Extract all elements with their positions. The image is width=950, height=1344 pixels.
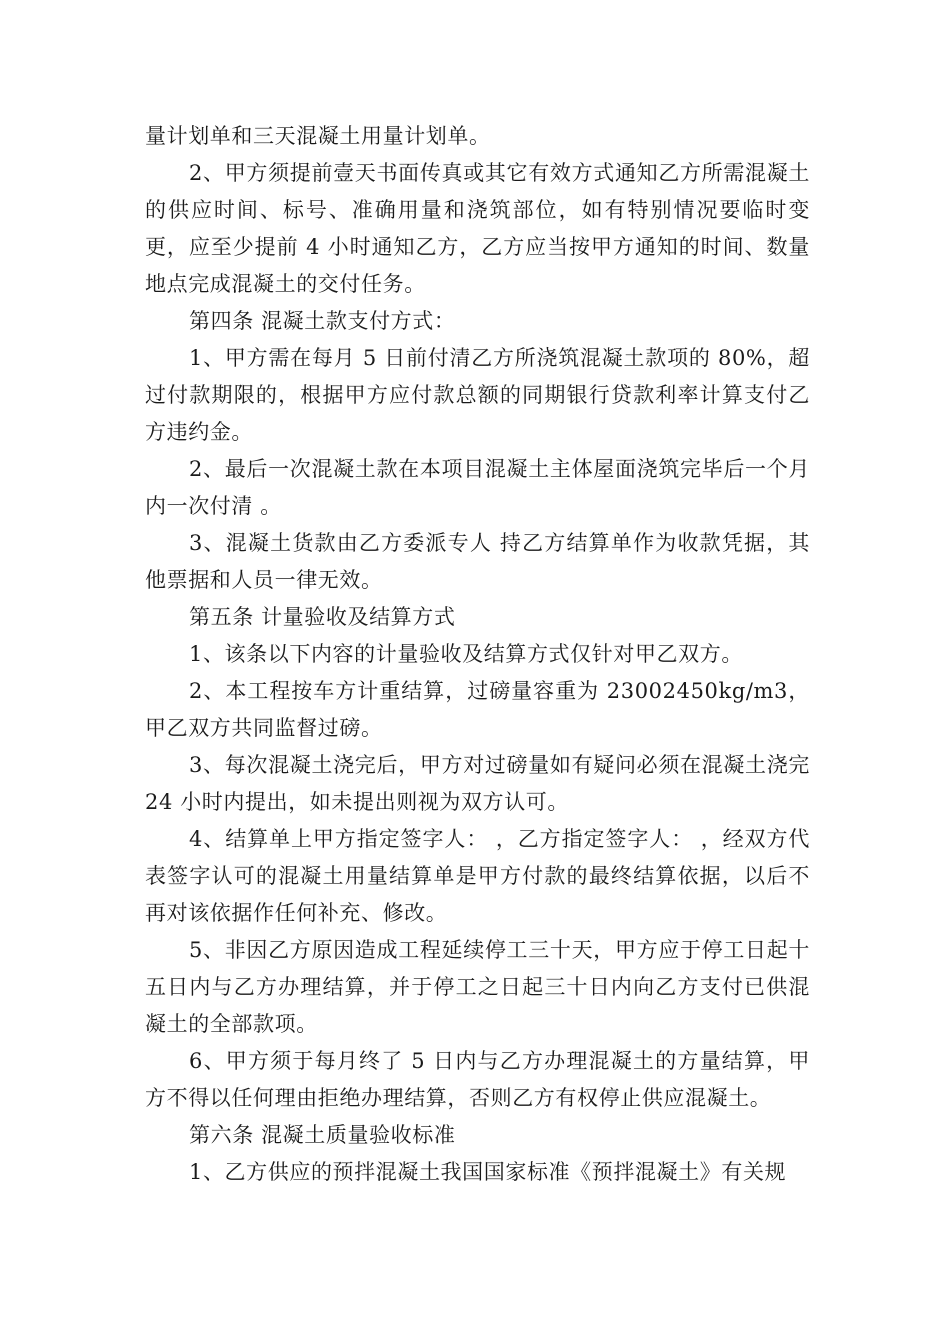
paragraph-12: 5、非因乙方原因造成工程延续停工三十天，甲方应于停工日起十五日内与乙方办理结算，并于停工之日起三十日内向乙方支付已供混凝土的全部款项。 — [145, 938, 810, 1036]
article-6-heading: 第六条 混凝土质量验收标准 — [189, 1123, 456, 1147]
paragraph-5: 2、最后一次混凝土款在本项目混凝土主体屋面浇筑完毕后一个月内一次付清 。 — [145, 457, 810, 518]
document-body — [145, 118, 810, 1191]
paragraph-10: 3、每次混凝土浇完后，甲方对过磅量如有疑问必须在混凝土浇完 24 小时内提出，如未提出则视为双方认可。 — [145, 753, 810, 814]
paragraph-13: 6、甲方须于每月终了 5 日内与乙方办理混凝土的方量结算，甲方不得以任何理由拒绝办理结算，否则乙方有权停止供应混凝土。 — [145, 1049, 810, 1110]
article-4-heading: 第四条 混凝土款支付方式： — [189, 309, 456, 333]
paragraph-9: 2、本工程按车方计重结算，过磅量容重为 23002450kg/m3，甲乙双方共同监督过磅。 — [145, 679, 810, 740]
paragraph-8: 1、该条以下内容的计量验收及结算方式仅针对甲乙双方。 — [189, 642, 743, 666]
paragraph-4: 1、甲方需在每月 5 日前付清乙方所浇筑混凝土款项的 80%，超过付款期限的，根据甲方应付款总额的同期银行贷款利率计算支付乙方违约金。 — [145, 346, 810, 444]
paragraph-2: 2、甲方须提前壹天书面传真或其它有效方式通知乙方所需混凝土的供应时间、标号、准确用量和浇筑部位，如有特别情况要临时变更，应至少提前 4 小时通知乙方，乙方应当按甲方通知的时间、数量地点完成混凝土的交付任务。 — [145, 161, 810, 296]
paragraph-6: 3、混凝土货款由乙方委派专人 持乙方结算单作为收款凭据，其他票据和人员一律无效。 — [145, 531, 810, 592]
paragraph-1: 量计划单和三天混凝土用量计划单。 — [145, 124, 491, 148]
article-5-heading: 第五条 计量验收及结算方式 — [189, 605, 456, 629]
paragraph-11: 4、结算单上甲方指定签字人： ，乙方指定签字人： ，经双方代表签字认可的混凝土用量结算单是甲方付款的最终结算依据，以后不再对该依据作任何补充、修改。 — [145, 827, 810, 925]
paragraph-15: 1、乙方供应的预拌混凝土我国国家标准《预拌混凝土》有关规 — [189, 1160, 787, 1184]
